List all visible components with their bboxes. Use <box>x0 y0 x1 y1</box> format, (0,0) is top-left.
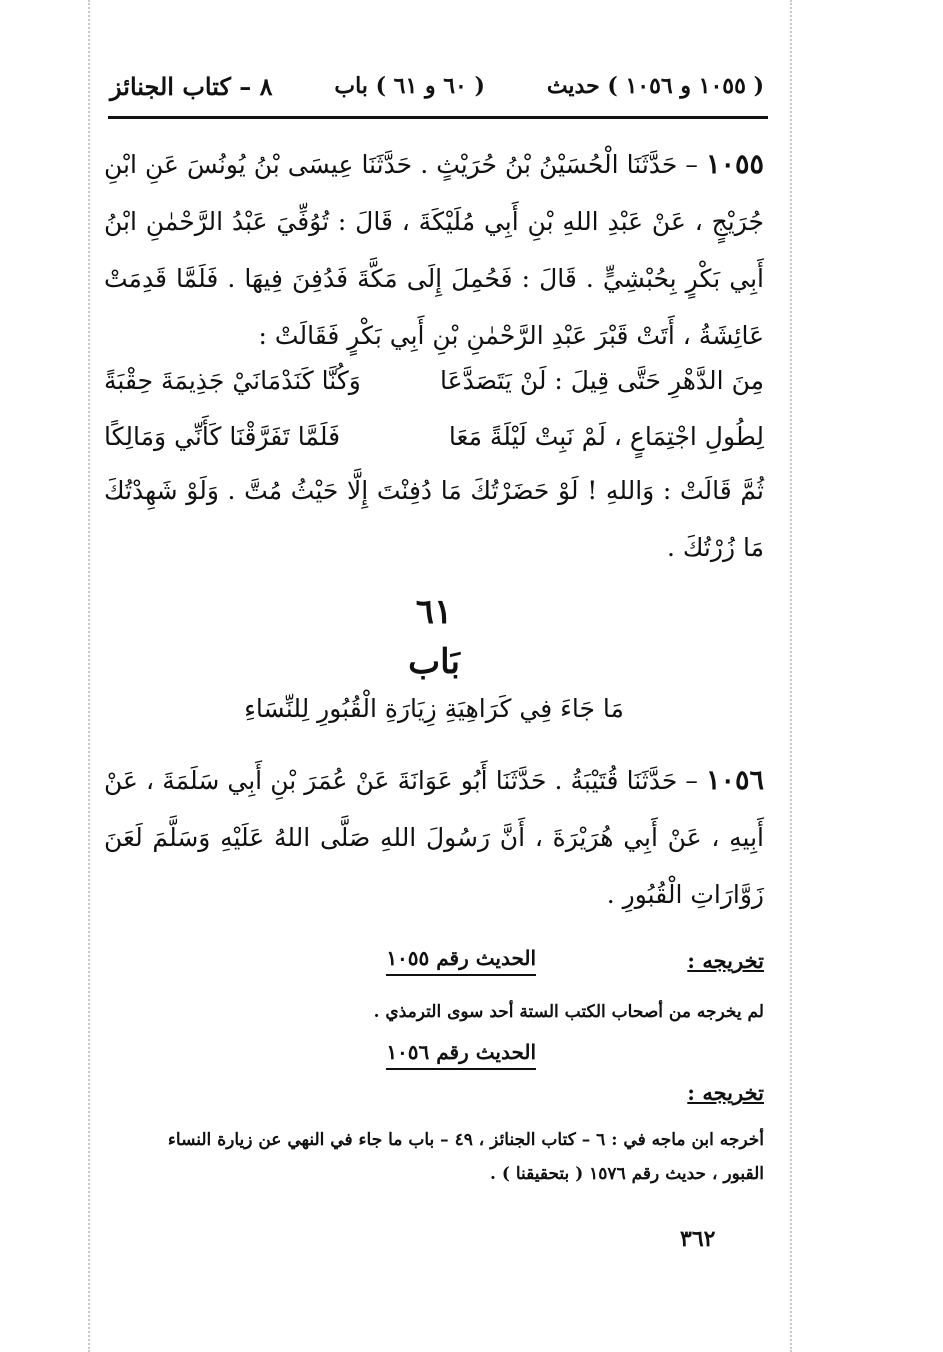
bab-word: بَاب <box>408 642 460 682</box>
poem-hemistich: وَكُنَّا كَنَدْمَانَيْ جَذِيمَةَ حِقْبَةً <box>104 365 361 395</box>
poem <box>104 352 764 464</box>
takhrij-notes <box>104 940 764 1200</box>
takhrij-label: تخريجه : <box>687 948 764 973</box>
hadith-1055 <box>104 136 764 364</box>
takhrij-text-1056-line1: أخرجه ابن ماجه في : ٦ – كتاب الجنائز ، ٤٩ – باب ما جاء في النهي عن زيارة النساء <box>167 1130 764 1150</box>
poem-line <box>104 352 764 408</box>
header-chapter: ( ٦٠ و ٦١ ) باب <box>334 73 485 99</box>
bab-number: ٦١ <box>415 592 453 632</box>
hadith-number: ١٠٥٦ <box>705 765 764 796</box>
takhrij-text-1055: لم يخرجه من أصحاب الكتب الستة أحد سوى الترمذي . <box>373 1002 764 1022</box>
hadith-1056 <box>104 752 764 923</box>
hadith-1055-closing: ثُمَّ قَالَتْ : وَاللهِ ! لَوْ حَضَرْتُكَ مَا دُفِنْتَ إِلَّا حَيْثُ مُتَّ . وَلَوْ شَهِدْتُكَ مَا زُرْتُكَ . <box>104 476 764 562</box>
header-hadith-range: ( ١٠٥٥ و ١٠٥٦ ) حديث <box>546 73 764 99</box>
bab-title: مَا جَاءَ فِي كَرَاهِيَةِ زِيَارَةِ الْقُبُورِ لِلنِّسَاءِ <box>244 694 624 723</box>
poem-line <box>104 408 764 464</box>
scan-guide-left <box>88 0 90 1352</box>
takhrij-text-1056-line2: القبور ، حديث رقم ١٥٧٦ ( بتحقيقنا ) . <box>490 1164 764 1184</box>
takhrij-ref-1055: الحديث رقم ١٠٥٥ <box>386 946 536 976</box>
hadith-number: ١٠٥٥ <box>706 149 765 180</box>
poem-hemistich: مِنَ الدَّهْرِ حَتَّى قِيلَ : لَنْ يَتَصَدَّعَا <box>440 365 764 395</box>
running-header <box>110 62 764 110</box>
poem-hemistich: لِطُولِ اجْتِمَاعٍ ، لَمْ نَبِتْ لَيْلَةً مَعَا <box>448 421 764 451</box>
page-number: ٣٦٢ <box>680 1226 716 1252</box>
takhrij-label: تخريجه : <box>687 1080 764 1105</box>
scan-guide-right <box>790 0 792 1352</box>
poem-hemistich: فَلَمَّا تَفَرَّقْنَا كَأَنِّي وَمَالِكًا <box>104 421 341 451</box>
hadith-text: – حَدَّثَنَا الْحُسَيْنُ بْنُ حُرَيْثٍ . حَدَّثَنَا عِيسَى بْنُ يُونُسَ عَنِ ابْنِ جُرَيْجٍ ، عَنْ عَبْدِ اللهِ بْنِ أَبِي مُلَيْكَةَ ، قَالَ : تُوُفِّيَ عَبْدُ الرَّحْمٰنِ ابْنُ أَبِي بَكْرٍ بِحُبْشِيٍّ . قَالَ : فَحُمِلَ إِلَى مَكَّةَ فَدُفِنَ فِيهَا . فَلَمَّا قَدِمَتْ عَائِشَةُ ، أَتَتْ قَبْرَ عَبْدِ الرَّحْمٰنِ بْنِ أَبِي بَكْرٍ فَقَالَتْ : <box>104 150 764 350</box>
takhrij-ref-1056: الحديث رقم ١٠٥٦ <box>386 1040 536 1070</box>
header-book-title: ٨ – كتاب الجنائز <box>110 71 273 101</box>
hadith-text: – حَدَّثَنَا قُتَيْبَةُ . حَدَّثَنَا أَبُو عَوَانَةَ عَنْ عُمَرَ بْنِ أَبِي سَلَمَةَ ، عَنْ أَبِيهِ ، عَنْ أَبِي هُرَيْرَةَ ، أَنَّ رَسُولَ اللهِ صَلَّى اللهُ عَلَيْهِ وَسَلَّمَ لَعَنَ زَوَّارَاتِ الْقُبُورِ . <box>104 766 764 909</box>
header-rule <box>108 116 768 119</box>
